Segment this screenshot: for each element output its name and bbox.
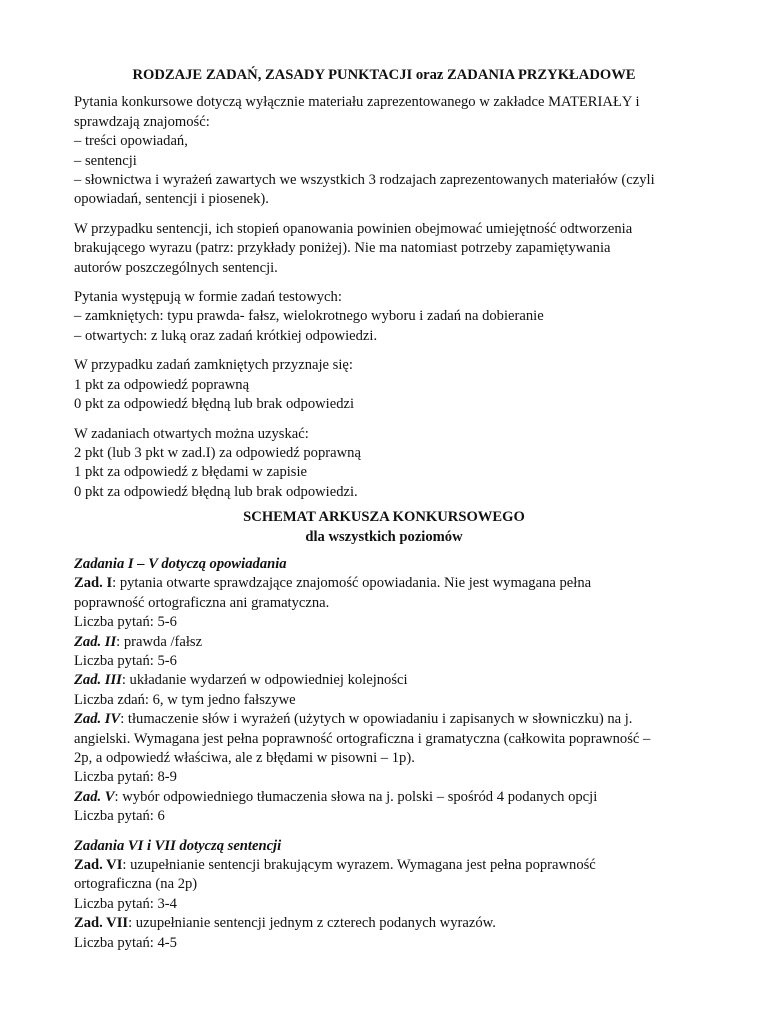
task-label: Zad. II	[74, 633, 117, 650]
test-forms-line: – zamkniętych: typu prawda- fałsz, wielokrotnego wyboru i zadań na dobieranie	[74, 308, 544, 325]
task-label: Zad. I	[74, 575, 113, 592]
open-scoring-line: 2 pkt (lub 3 pkt w zad.I) za odpowiedź poprawną	[74, 444, 361, 461]
schema-subheading: dla wszystkich poziomów	[305, 528, 463, 545]
task-count: Liczba pytań: 3-4	[74, 895, 177, 912]
task-count: Liczba pytań: 5-6	[74, 614, 177, 631]
sentences-section-heading: Zadania VI i VII dotyczą sentencji	[74, 837, 282, 854]
intro-line: – słownictwa i wyrażeń zawartych we wszystkich 3 rodzajach zaprezentowanych materiałów (czyli	[74, 172, 655, 189]
intro-line: sprawdzają znajomość:	[74, 113, 210, 130]
sentences-note-line: brakującego wyrazu (patrz: przykłady poniżej). Nie ma natomiast potrzeby zapamiętywania	[74, 240, 611, 257]
task-label: Zad. IV	[74, 711, 121, 728]
task-label: Zad. VII	[74, 915, 129, 932]
task-6	[74, 856, 694, 875]
intro-paragraph	[74, 93, 694, 209]
sentences-note-paragraph	[74, 220, 694, 278]
intro-line: opowiadań, sentencji i piosenek).	[74, 191, 269, 208]
task-4	[74, 710, 694, 729]
intro-line: – sentencji	[74, 152, 137, 169]
open-scoring-line: W zadaniach otwartych można uzyskać:	[74, 425, 309, 442]
task-text-cont: angielski. Wymagana jest pełna poprawność ortograficzna i gramatyczna (całkowita poprawność –	[74, 730, 651, 747]
closed-scoring-line: W przypadku zadań zamkniętych przyznaje się:	[74, 357, 353, 374]
schema-heading: SCHEMAT ARKUSZA KONKURSOWEGO	[243, 509, 525, 526]
task-text: : pytania otwarte sprawdzające znajomość opowiadania. Nie jest wymagana pełna	[112, 575, 592, 592]
task-2	[74, 633, 694, 652]
task-text: : tłumaczenie słów i wyrażeń (użytych w opowiadaniu i zapisanych w słowniczku) na j.	[120, 711, 633, 728]
closed-scoring-line: 1 pkt za odpowiedź poprawną	[74, 376, 250, 393]
test-forms-line: – otwartych: z luką oraz zadań krótkiej odpowiedzi.	[74, 327, 378, 344]
task-text: : prawda /fałsz	[116, 633, 203, 650]
sentences-note-line: autorów poszczególnych sentencji.	[74, 259, 278, 276]
task-text-cont: poprawność ortograficzna ani gramatyczna.	[74, 594, 330, 611]
task-text: : uzupełnianie sentencji brakującym wyrazem. Wymagana jest pełna poprawność	[122, 857, 596, 874]
schema-heading-block	[74, 508, 694, 547]
sentences-section	[74, 837, 694, 953]
task-7	[74, 914, 694, 933]
task-label: Zad. V	[74, 788, 115, 805]
test-forms-line: Pytania występują w formie zadań testowych:	[74, 289, 342, 306]
task-text: : uzupełnianie sentencji jednym z czterech podanych wyrazów.	[128, 915, 496, 932]
task-count: Liczba pytań: 6	[74, 808, 165, 825]
intro-line: Pytania konkursowe dotyczą wyłącznie materiału zaprezentowanego w zakładce MATERIAŁY i	[74, 94, 640, 111]
open-scoring-paragraph	[74, 425, 694, 503]
task-text-cont: ortograficzna (na 2p)	[74, 876, 198, 893]
task-3	[74, 671, 694, 690]
task-1	[74, 574, 694, 593]
task-count: Liczba pytań: 8-9	[74, 769, 177, 786]
closed-scoring-paragraph	[74, 356, 694, 414]
stories-section	[74, 555, 694, 827]
task-count: Liczba pytań: 5-6	[74, 652, 177, 669]
task-label: Zad. VI	[74, 857, 123, 874]
closed-scoring-line: 0 pkt za odpowiedź błędną lub brak odpowiedzi	[74, 396, 355, 413]
task-count: Liczba zdań: 6, w tym jedno fałszywe	[74, 691, 296, 708]
task-text: : układanie wydarzeń w odpowiedniej kolejności	[121, 672, 408, 689]
task-5	[74, 788, 694, 807]
test-forms-paragraph	[74, 288, 694, 346]
task-text-cont: 2p, a odpowiedź właściwa, ale z błędami w pisowni – 1p).	[74, 750, 415, 766]
task-label: Zad. III	[74, 672, 122, 689]
sentences-note-line: W przypadku sentencji, ich stopień opanowania powinien obejmować umiejętność odtworzenia	[74, 220, 633, 237]
open-scoring-line: 0 pkt za odpowiedź błędną lub brak odpowiedzi.	[74, 483, 358, 500]
task-text: : wybór odpowiedniego tłumaczenia słowa na j. polski – spośród 4 podanych opcji	[114, 788, 598, 805]
open-scoring-line: 1 pkt za odpowiedź z błędami w zapisie	[74, 464, 308, 481]
intro-line: – treści opowiadań,	[74, 133, 188, 150]
document-title: RODZAJE ZADAŃ, ZASADY PUNKTACJI oraz ZADANIA PRZYKŁADOWE	[132, 67, 636, 83]
task-count: Liczba pytań: 4-5	[74, 934, 177, 951]
stories-section-heading: Zadania I – V dotyczą opowiadania	[74, 555, 287, 572]
